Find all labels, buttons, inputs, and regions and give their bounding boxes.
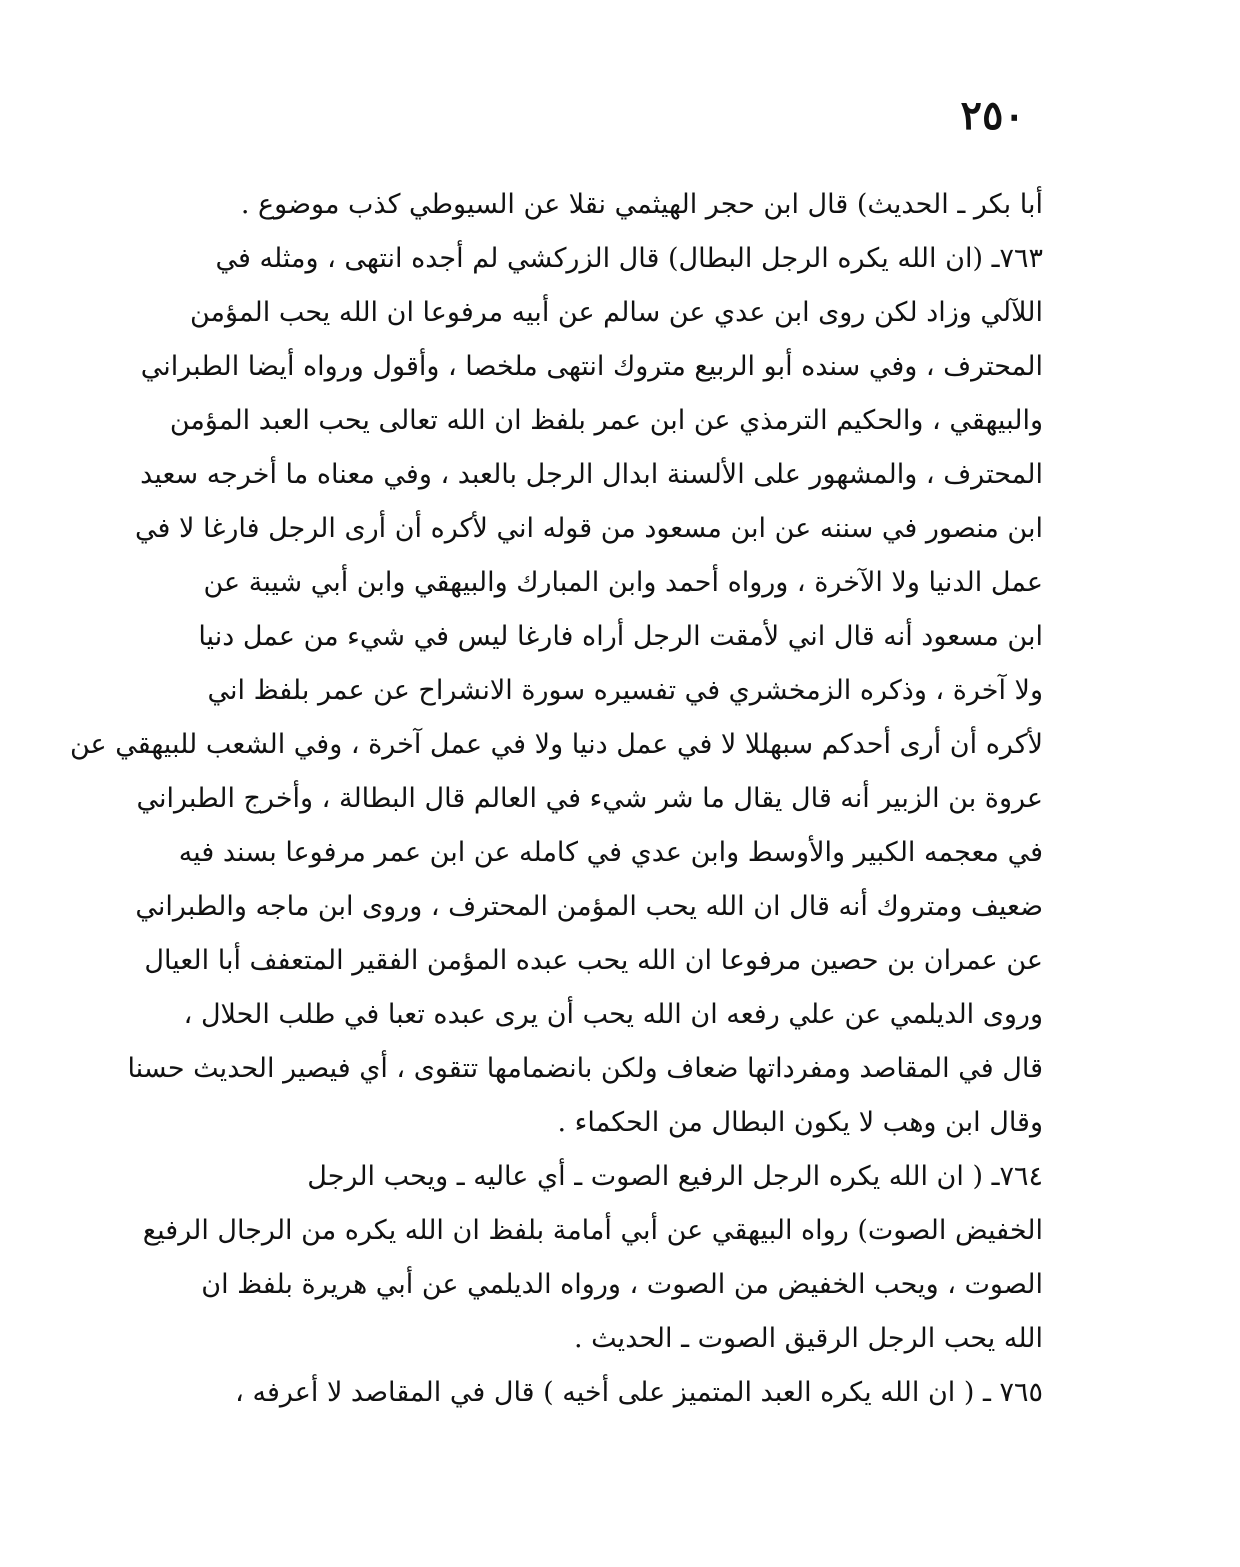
text-line: وقال ابن وهب لا يكون البطال من الحكماء . [557,1107,1043,1138]
text-line: عروة بن الزبير أنه قال يقال ما شر شيء في العالم قال البطالة ، وأخرج الطبراني [136,783,1043,814]
text-line: لأكره أن أرى أحدكم سبهللا لا في عمل دنيا ولا في عمل آخرة ، وفي الشعب للبيهقي عن [69,729,1043,760]
text-line: الصوت ، ويحب الخفيض من الصوت ، ورواه الديلمي عن أبي هريرة بلفظ ان [201,1269,1043,1300]
text-line: في معجمه الكبير والأوسط وابن عدي في كامله عن ابن عمر مرفوعا بسند فيه [178,837,1043,868]
body-text [69,178,1043,1420]
text-line: الله يحب الرجل الرقيق الصوت ـ الحديث . [574,1323,1043,1354]
text-line: اللآلي وزاد لكن روى ابن عدي عن سالم عن أبيه مرفوعا ان الله يحب المؤمن [189,297,1043,328]
text-line: الخفيض الصوت) رواه البيهقي عن أبي أمامة بلفظ ان الله يكره من الرجال الرفيع [142,1215,1043,1246]
text-line: وروى الديلمي عن علي رفعه ان الله يحب أن يرى عبده تعبا في طلب الحلال ، [183,999,1043,1030]
page-number: ٢٥٠ [960,92,1025,139]
text-line: المحترف ، وفي سنده أبو الربيع متروك انتهى ملخصا ، وأقول ورواه أيضا الطبراني [140,351,1043,382]
text-line: ابن مسعود أنه قال اني لأمقت الرجل أراه فارغا ليس في شيء من عمل دنيا [198,621,1043,652]
text-line: عن عمران بن حصين مرفوعا ان الله يحب عبده المؤمن الفقير المتعفف أبا العيال [144,945,1043,976]
text-line: ٧٦٥ ـ ( ان الله يكره العبد المتميز على أخيه ) قال في المقاصد لا أعرفه ، [235,1377,1043,1408]
text-line: ابن منصور في سننه عن ابن مسعود من قوله اني لأكره أن أرى الرجل فارغا لا في [135,513,1043,544]
text-line: ٧٦٤ـ ( ان الله يكره الرجل الرفيع الصوت ـ أي عاليه ـ ويحب الرجل [307,1161,1043,1192]
text-line: المحترف ، والمشهور على الألسنة ابدال الرجل بالعبد ، وفي معناه ما أخرجه سعيد [140,459,1043,490]
text-line: ٧٦٣ـ (ان الله يكره الرجل البطال) قال الزركشي لم أجده انتهى ، ومثله في [215,243,1043,274]
text-line: أبا بكر ـ الحديث) قال ابن حجر الهيثمي نقلا عن السيوطي كذب موضوع . [240,189,1043,220]
text-line: ولا آخرة ، وذكره الزمخشري في تفسيره سورة الانشراح عن عمر بلفظ اني [207,675,1043,706]
text-line: والبيهقي ، والحكيم الترمذي عن ابن عمر بلفظ ان الله تعالى يحب العبد المؤمن [169,405,1043,436]
text-line: قال في المقاصد ومفرداتها ضعاف ولكن بانضمامها تتقوى ، أي فيصير الحديث حسنا [127,1053,1043,1084]
text-line: عمل الدنيا ولا الآخرة ، ورواه أحمد وابن المبارك والبيهقي وابن أبي شيبة عن [203,567,1043,598]
text-line: ضعيف ومتروك أنه قال ان الله يحب المؤمن المحترف ، وروى ابن ماجه والطبراني [135,891,1043,922]
